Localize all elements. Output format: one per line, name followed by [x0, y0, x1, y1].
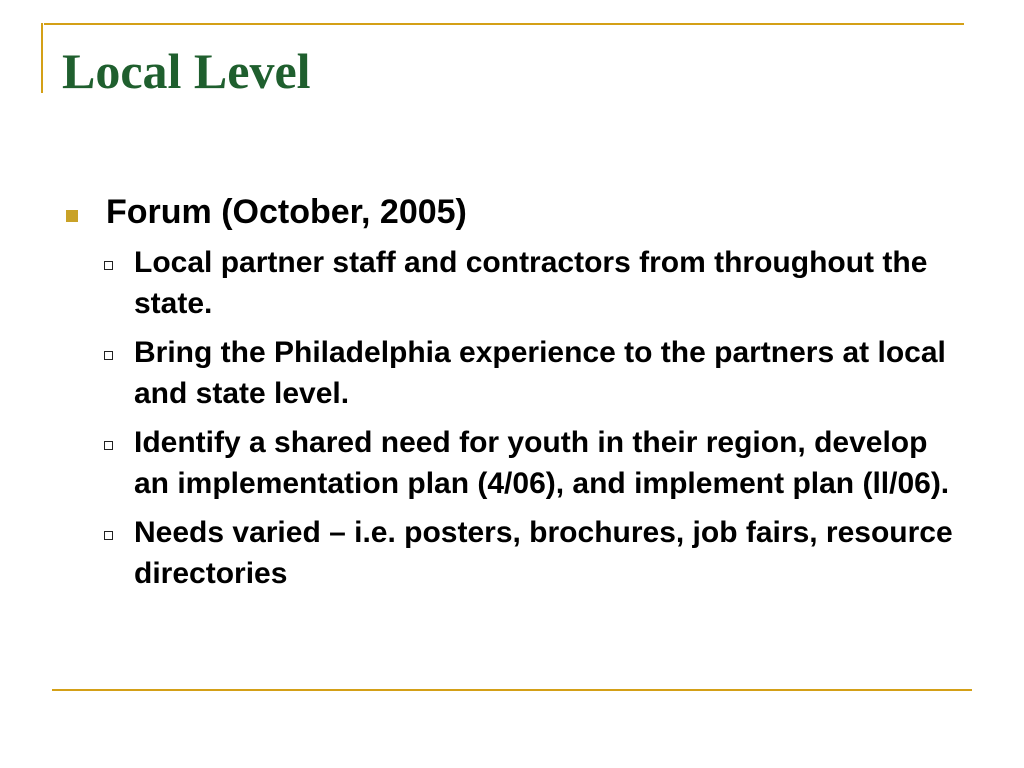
bullet-text: Forum (October, 2005) [106, 193, 467, 231]
subbullet-text: Identify a shared need for youth in their region, develop an implementation plan (4/06), and implement plan (ll/06). [134, 426, 950, 500]
subbullet-text: Local partner staff and contractors from throughout the state. [134, 246, 928, 320]
slide-body [60, 190, 960, 602]
hollow-square-bullet-icon [104, 351, 113, 360]
slide-title: Local Level [62, 43, 311, 99]
subbullet-item [104, 242, 960, 324]
subbullet-item [104, 512, 960, 594]
hollow-square-bullet-icon [104, 531, 113, 540]
subbullet-item [104, 332, 960, 414]
left-rule [41, 23, 43, 93]
hollow-square-bullet-icon [104, 261, 113, 270]
subbullet-text: Bring the Philadelphia experience to the partners at local and state level. [134, 336, 946, 410]
subbullet-text: Needs varied – i.e. posters, brochures, job fairs, resource directories [134, 516, 953, 590]
bullet-item [60, 190, 960, 234]
square-bullet-icon [66, 210, 78, 222]
subbullet-item [104, 422, 960, 504]
top-rule [44, 23, 964, 25]
bottom-rule [52, 689, 972, 691]
hollow-square-bullet-icon [104, 441, 113, 450]
